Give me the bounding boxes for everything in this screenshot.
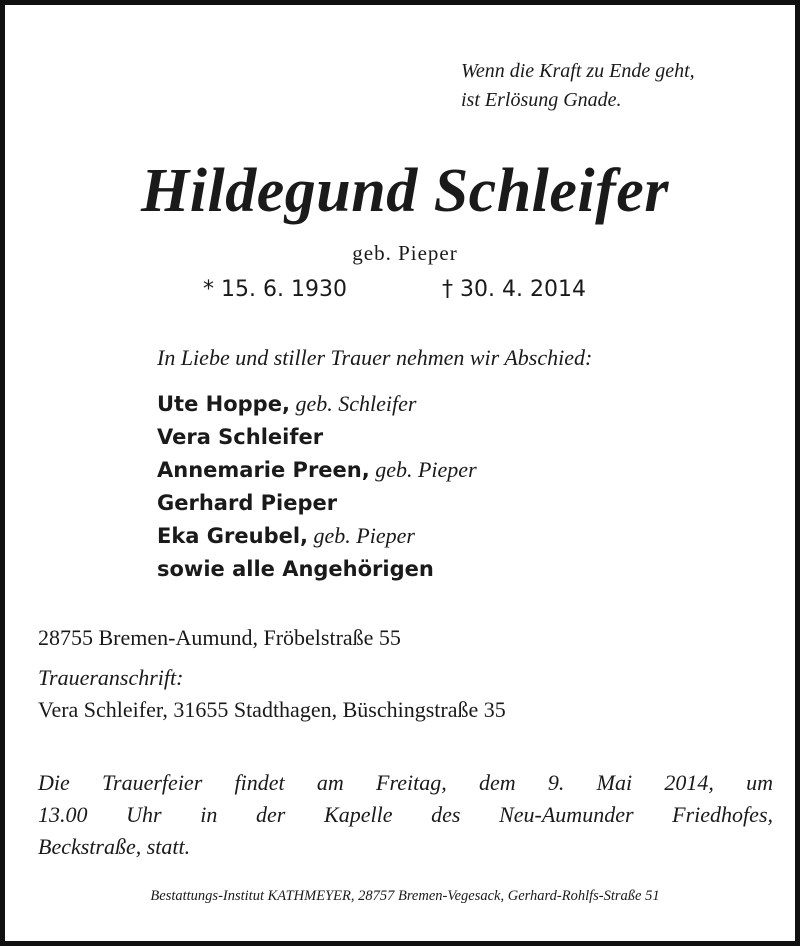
mourner-list — [157, 387, 477, 585]
mourner-name: Eka Greubel, — [157, 524, 309, 548]
quote-line-2: ist Erlösung Gnade. — [461, 89, 622, 111]
quote-line-1: Wenn die Kraft zu Ende geht, — [461, 60, 695, 82]
birth-date: * 15. 6. 1930 — [203, 277, 347, 302]
mourning-intro: In Liebe und stiller Trauer nehmen wir Abschied: — [157, 345, 593, 370]
mourner-name: Annemarie Preen, — [157, 458, 370, 482]
mourner-note: geb. Schleifer — [289, 391, 417, 416]
mourning-address: Vera Schleifer, 31655 Stadthagen, Büschingstraße 35 — [38, 697, 506, 722]
mourning-address-label: Traueranschrift: — [38, 665, 184, 690]
funeral-home-footer: Bestattungs-Institut KATHMEYER, 28757 Bremen-Vegesack, Gerhard-Rohlfs-Straße 51 — [150, 888, 660, 904]
mourner-item — [157, 552, 477, 585]
ceremony-line-2: 13.00 Uhr in der Kapelle des Neu-Aumunder Friedhofes, — [38, 802, 773, 827]
ceremony-line-3: Beckstraße, statt. — [38, 834, 191, 859]
deceased-name: Hildegund Schleifer — [141, 157, 669, 225]
maiden-name: geb. Pieper — [352, 241, 458, 265]
mourner-name: Ute Hoppe, — [157, 392, 290, 416]
mourner-item — [157, 486, 477, 519]
mourner-name: sowie alle Angehörigen — [157, 557, 434, 581]
mourner-name: Vera Schleifer — [157, 425, 324, 449]
ceremony-details — [38, 767, 773, 863]
death-date: † 30. 4. 2014 — [442, 277, 586, 302]
mourner-item — [157, 387, 477, 420]
ceremony-line-1: Die Trauerfeier findet am Freitag, dem 9. Mai 2014, um — [38, 770, 773, 795]
epigraph-quote — [461, 57, 695, 115]
mourner-note: geb. Pieper — [369, 457, 477, 482]
mourner-item — [157, 453, 477, 486]
mourner-item — [157, 420, 477, 453]
mourner-item — [157, 519, 477, 552]
mourner-note: geb. Pieper — [308, 523, 415, 548]
mourner-name: Gerhard Pieper — [157, 491, 338, 515]
family-address: 28755 Bremen-Aumund, Fröbelstraße 55 — [38, 625, 401, 650]
